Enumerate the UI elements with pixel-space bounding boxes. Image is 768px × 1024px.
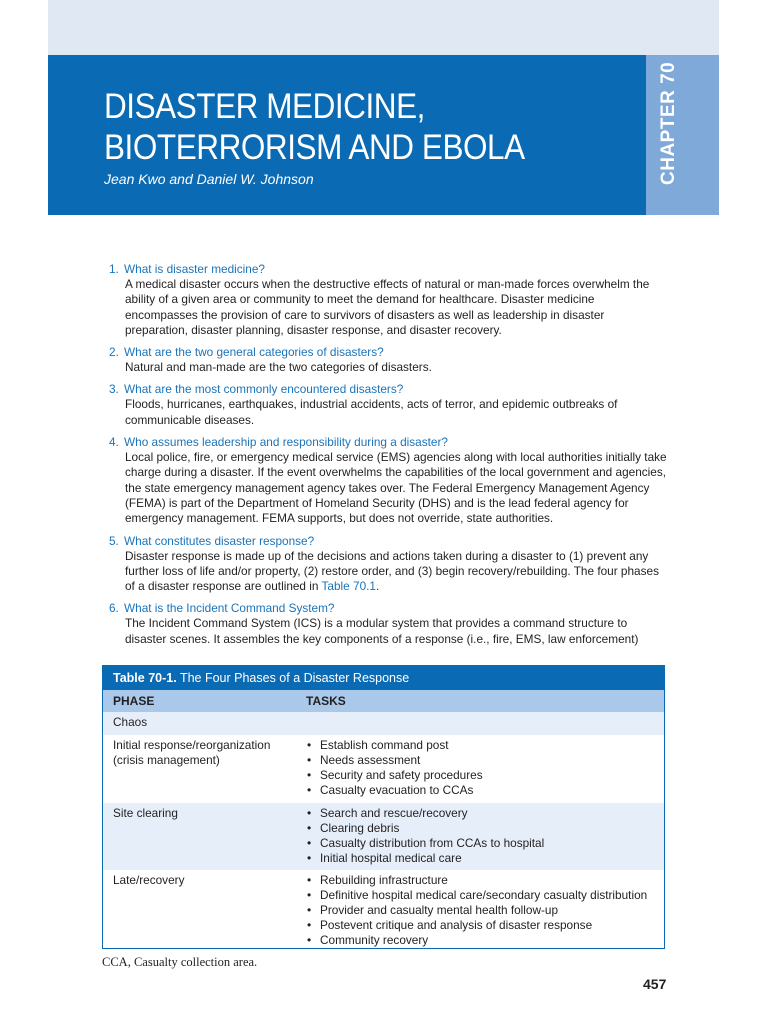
table-caption-label: Table 70-1. (113, 671, 177, 685)
table-caption (103, 666, 664, 690)
question-item (109, 601, 669, 647)
task-item: • Postevent critique and analysis of disaster response (306, 918, 664, 933)
question-text: What constitutes disaster response? (124, 533, 315, 548)
question-list (109, 262, 669, 654)
task-item: • Search and rescue/recovery (306, 806, 664, 821)
task-item: • Definitive hospital medical care/secondary casualty distribution (306, 888, 664, 903)
table-header-row (103, 690, 664, 712)
answer-text: Floods, hurricanes, earthquakes, industrial accidents, acts of terror, and epidemic outbreaks of communicable diseases. (125, 397, 618, 427)
task-item: • Initial hospital medical care (306, 851, 664, 866)
task-item: • Casualty evacuation to CCAs (306, 783, 664, 798)
question-text: What are the two general categories of disasters? (124, 345, 384, 360)
table-row (103, 803, 664, 870)
question-item (109, 534, 669, 595)
tasks-cell (296, 712, 664, 735)
task-item: • Needs assessment (306, 753, 664, 768)
phase-cell: Site clearing (113, 806, 178, 820)
question-heading (109, 262, 669, 277)
question-heading (109, 345, 669, 360)
phase-cell: Initial response/reorganization (crisis management) (113, 738, 271, 767)
chapter-number-label: CHAPTER 70 (658, 61, 679, 185)
question-number: 6. (109, 601, 119, 616)
answer-text: A medical disaster occurs when the destructive effects of natural or man-made forces overwhelm the ability of a given area or community to meet the demand for healthcare. Disaster medicine encompasses the provision of care to survivors of disasters as well as leadership in disaster preparation, disaster planning, disaster response, and disaster recovery. (125, 277, 650, 337)
task-list (306, 806, 664, 866)
answer-end: . (375, 579, 380, 594)
question-text: What are the most commonly encountered disasters? (124, 382, 404, 397)
page-number: 457 (643, 976, 667, 992)
task-item: • Community recovery (306, 933, 664, 948)
question-item (109, 262, 669, 338)
chapter-title-line2: BIOTERRORISM AND EBOLA (104, 128, 525, 167)
table-footnote: CCA, Casualty collection area. (102, 955, 258, 969)
task-item: • Provider and casualty mental health follow-up (306, 903, 664, 918)
question-text: What is disaster medicine? (124, 262, 265, 276)
table-row (103, 870, 664, 948)
task-list (306, 738, 664, 798)
answer-body: Disaster response is made up of the decisions and actions taken during a disaster to (1) prevent any further loss of life and/or property, (2) restore order, and (3) begin recovery/rebuilding. The four phases of a disaster response are outlined in (125, 548, 659, 594)
task-item: • Casualty distribution from CCAs to hospital (306, 836, 664, 851)
question-text: Who assumes leadership and responsibility during a disaster? (124, 435, 448, 450)
question-number: 2. (109, 345, 119, 360)
table-reference-link[interactable]: Table 70.1 (321, 579, 376, 594)
chapter-title (104, 86, 525, 168)
question-item (109, 382, 669, 428)
table-row (103, 712, 664, 735)
question-number: 3. (109, 382, 119, 397)
question-item (109, 345, 669, 375)
question-number: 1. (109, 262, 119, 276)
phase-cell: Chaos (113, 715, 148, 729)
question-heading (109, 601, 669, 616)
answer-text (125, 549, 669, 595)
task-item: • Rebuilding infrastructure (306, 873, 664, 888)
question-number: 5. (109, 533, 119, 548)
task-item: • Security and safety procedures (306, 768, 664, 783)
chapter-tab (646, 55, 719, 215)
phases-table (102, 665, 665, 949)
question-heading (109, 382, 669, 397)
tasks-cell (296, 735, 664, 803)
tasks-cell (296, 870, 664, 948)
answer-text: Natural and man-made are the two categories of disasters. (125, 360, 432, 375)
phase-cell: Late/recovery (113, 873, 185, 887)
top-band (48, 0, 719, 55)
question-heading (109, 534, 669, 549)
question-item (109, 435, 669, 526)
task-item: • Clearing debris (306, 821, 664, 836)
chapter-title-line1: DISASTER MEDICINE, (104, 87, 425, 126)
table-row (103, 735, 664, 803)
task-item: • Establish command post (306, 738, 664, 753)
answer-text: Local police, fire, or emergency medical service (EMS) agencies along with local authorities initially take charge during a disaster. If the event overwhelms the capabilities of the local government and agencies, the state emergency management agency takes over. The Federal Emergency Management Agency (FEMA) is part of the Department of Homeland Security (DHS) and is the lead federal agency for emergency management. FEMA supports, but does not override, state authorities. (125, 450, 667, 526)
question-text: What is the Incident Command System? (124, 601, 335, 616)
question-heading (109, 435, 669, 450)
answer-text: The Incident Command System (ICS) is a modular system that provides a command structure to disaster scenes. It assembles the key components of a response (i.e., fire, EMS, law enforcement) (125, 616, 639, 646)
column-header-phase: PHASE (113, 694, 155, 708)
task-list (306, 873, 664, 948)
chapter-authors: Jean Kwo and Daniel W. Johnson (104, 171, 314, 187)
column-header-tasks: TASKS (306, 694, 346, 708)
question-number: 4. (109, 435, 119, 450)
tasks-cell (296, 803, 664, 870)
table-caption-title: The Four Phases of a Disaster Response (179, 671, 410, 685)
